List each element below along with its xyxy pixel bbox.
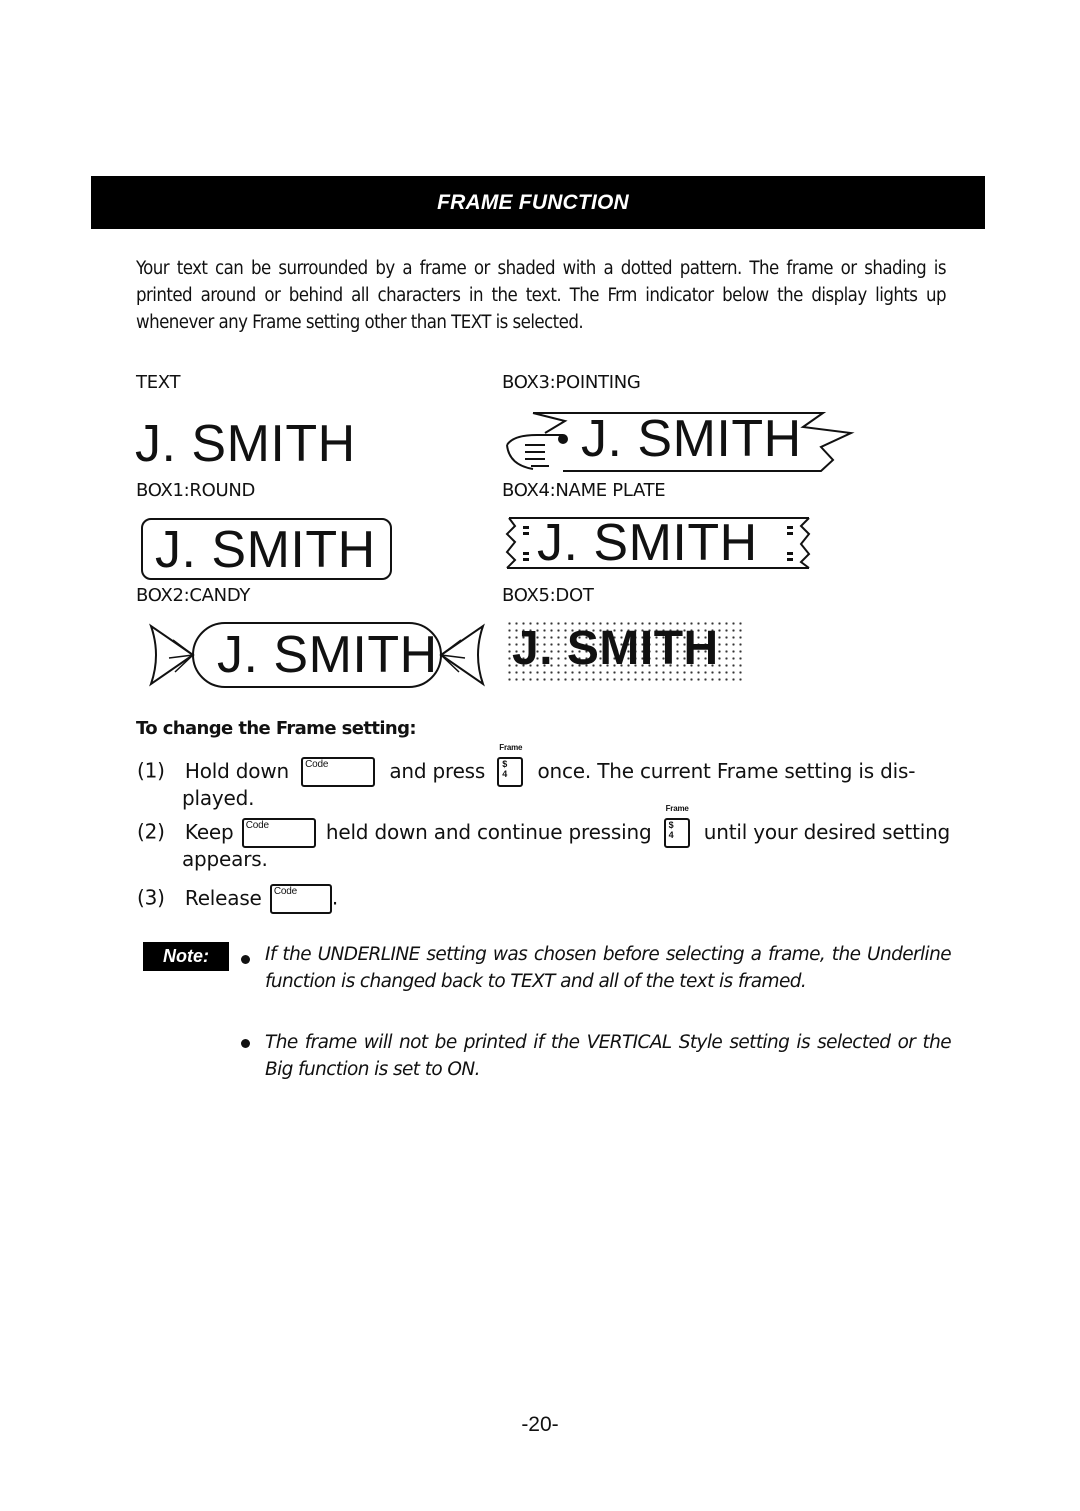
step-2 <box>137 804 951 848</box>
sample-box5-dot <box>506 620 744 682</box>
note-badge: Note: <box>143 942 229 971</box>
sample-label-box4-name-plate: BOX4:NAME PLATE <box>502 480 666 501</box>
frame-key: Frame $ 4 <box>497 757 523 787</box>
step-1-number: (1) <box>137 758 165 783</box>
sample-box2-candy <box>143 618 491 693</box>
sample-box3-text: J. SMITH <box>581 410 802 468</box>
section-title-bar <box>91 176 985 229</box>
sample-label-box1-round: BOX1:ROUND <box>136 480 256 501</box>
bullet-icon <box>241 955 250 964</box>
step-2-text-a: Keep <box>184 819 234 844</box>
sample-box3-pointing <box>503 405 863 475</box>
sample-box4-text: J. SMITH <box>537 514 758 572</box>
step-1-line2: played. <box>182 786 255 810</box>
intro-paragraph: Your text can be surrounded by a frame or shaded with a dotted pattern. The frame or shading is printed around or behind all characters in the text. The Frm indicator below the display lights up whenever any Frame setting other than TEXT is selected. <box>136 258 946 333</box>
frame-key-cap: $ 4 <box>668 820 674 840</box>
note-bullet-2: The frame will not be printed if the VERTICAL Style setting is selected or the Big function is set to ON. <box>265 1032 951 1080</box>
step-3: (3) Release Code . <box>137 884 338 914</box>
sample-box1-round <box>141 518 392 580</box>
section-title: FRAME FUNCTION <box>437 190 629 214</box>
note-bullet-1: If the UNDERLINE setting was chosen before selecting a frame, the Underline function is changed back to TEXT and all of the text is framed. <box>265 944 951 992</box>
step-3-number: (3) <box>137 885 165 910</box>
bullet-icon <box>241 1039 250 1048</box>
step-2-line2: appears. <box>182 847 268 871</box>
sample-box5-text: J. SMITH <box>512 622 719 675</box>
sample-box4-name-plate <box>503 512 813 572</box>
step-2-text-c: until your desired setting <box>703 819 951 844</box>
code-key: Code <box>242 818 316 848</box>
step-1-text-a: Hold down <box>184 758 289 783</box>
code-key: Code <box>301 757 375 787</box>
page-number: -20- <box>521 1413 559 1436</box>
code-key: Code <box>270 884 332 914</box>
step-1-text-c: once. The current Frame setting is dis- <box>537 758 916 783</box>
instructions-heading: To change the Frame setting: <box>136 718 417 739</box>
frame-key: Frame $ 4 <box>664 818 690 848</box>
step-3-text: Release <box>184 885 262 910</box>
step-2-number: (2) <box>137 819 165 844</box>
sample-label-box5-dot: BOX5:DOT <box>502 585 594 606</box>
sample-box2-text: J. SMITH <box>217 626 438 684</box>
sample-plain: J. SMITH <box>135 415 356 473</box>
step-2-text-b: held down and continue pressing <box>325 819 652 844</box>
sample-label-text: TEXT <box>136 372 181 393</box>
sample-label-box3-pointing: BOX3:POINTING <box>502 372 641 393</box>
step-1 <box>137 743 916 787</box>
frame-key-cap: $ 4 <box>502 759 508 779</box>
sample-label-box2-candy: BOX2:CANDY <box>136 585 251 606</box>
step-1-text-b: and press <box>389 758 486 783</box>
sample-box1-text: J. SMITH <box>155 521 376 579</box>
